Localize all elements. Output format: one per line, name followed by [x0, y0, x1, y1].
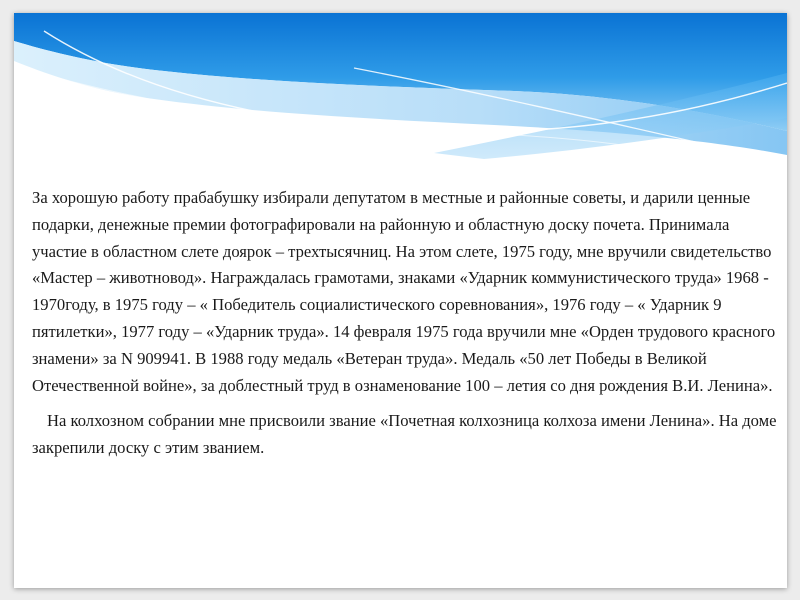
paragraph-2: На колхозном собрании мне присвоили звание «Почетная колхозница колхоза имени Ленина». На доме закрепили доску с этим званием. — [32, 411, 777, 458]
wave-banner — [14, 13, 787, 173]
paragraph-1: За хорошую работу прабабушку избирали депутатом в местные и районные советы, и дарили ценные подарки, денежные премии фотографировали на районную и областную доску почета. Принимала участие в областном слете доярок – трехтысячниц. На этом слете, 1975 году, мне вручили свидетельство «Мастер – животновод». Награждалась грамотами, знаками «Ударник коммунистического труда» 1968 - 1970году, в 1975 году – « Победитель социалистического соревнования», 1976 году – « Ударник 9 пятилетки», 1977 году – «Ударник труда». 14 февраля 1975 года вручили мне «Орден трудового красного знамени» за N 909941. В 1988 году медаль «Ветеран труда». Медаль «50 лет Победы в Великой Отечественной войне», за доблестный труд в ознаменование 100 – летия со дня рождения В.И. Ленина». — [32, 188, 776, 395]
slide — [14, 13, 787, 588]
slide-body-text — [32, 185, 777, 462]
